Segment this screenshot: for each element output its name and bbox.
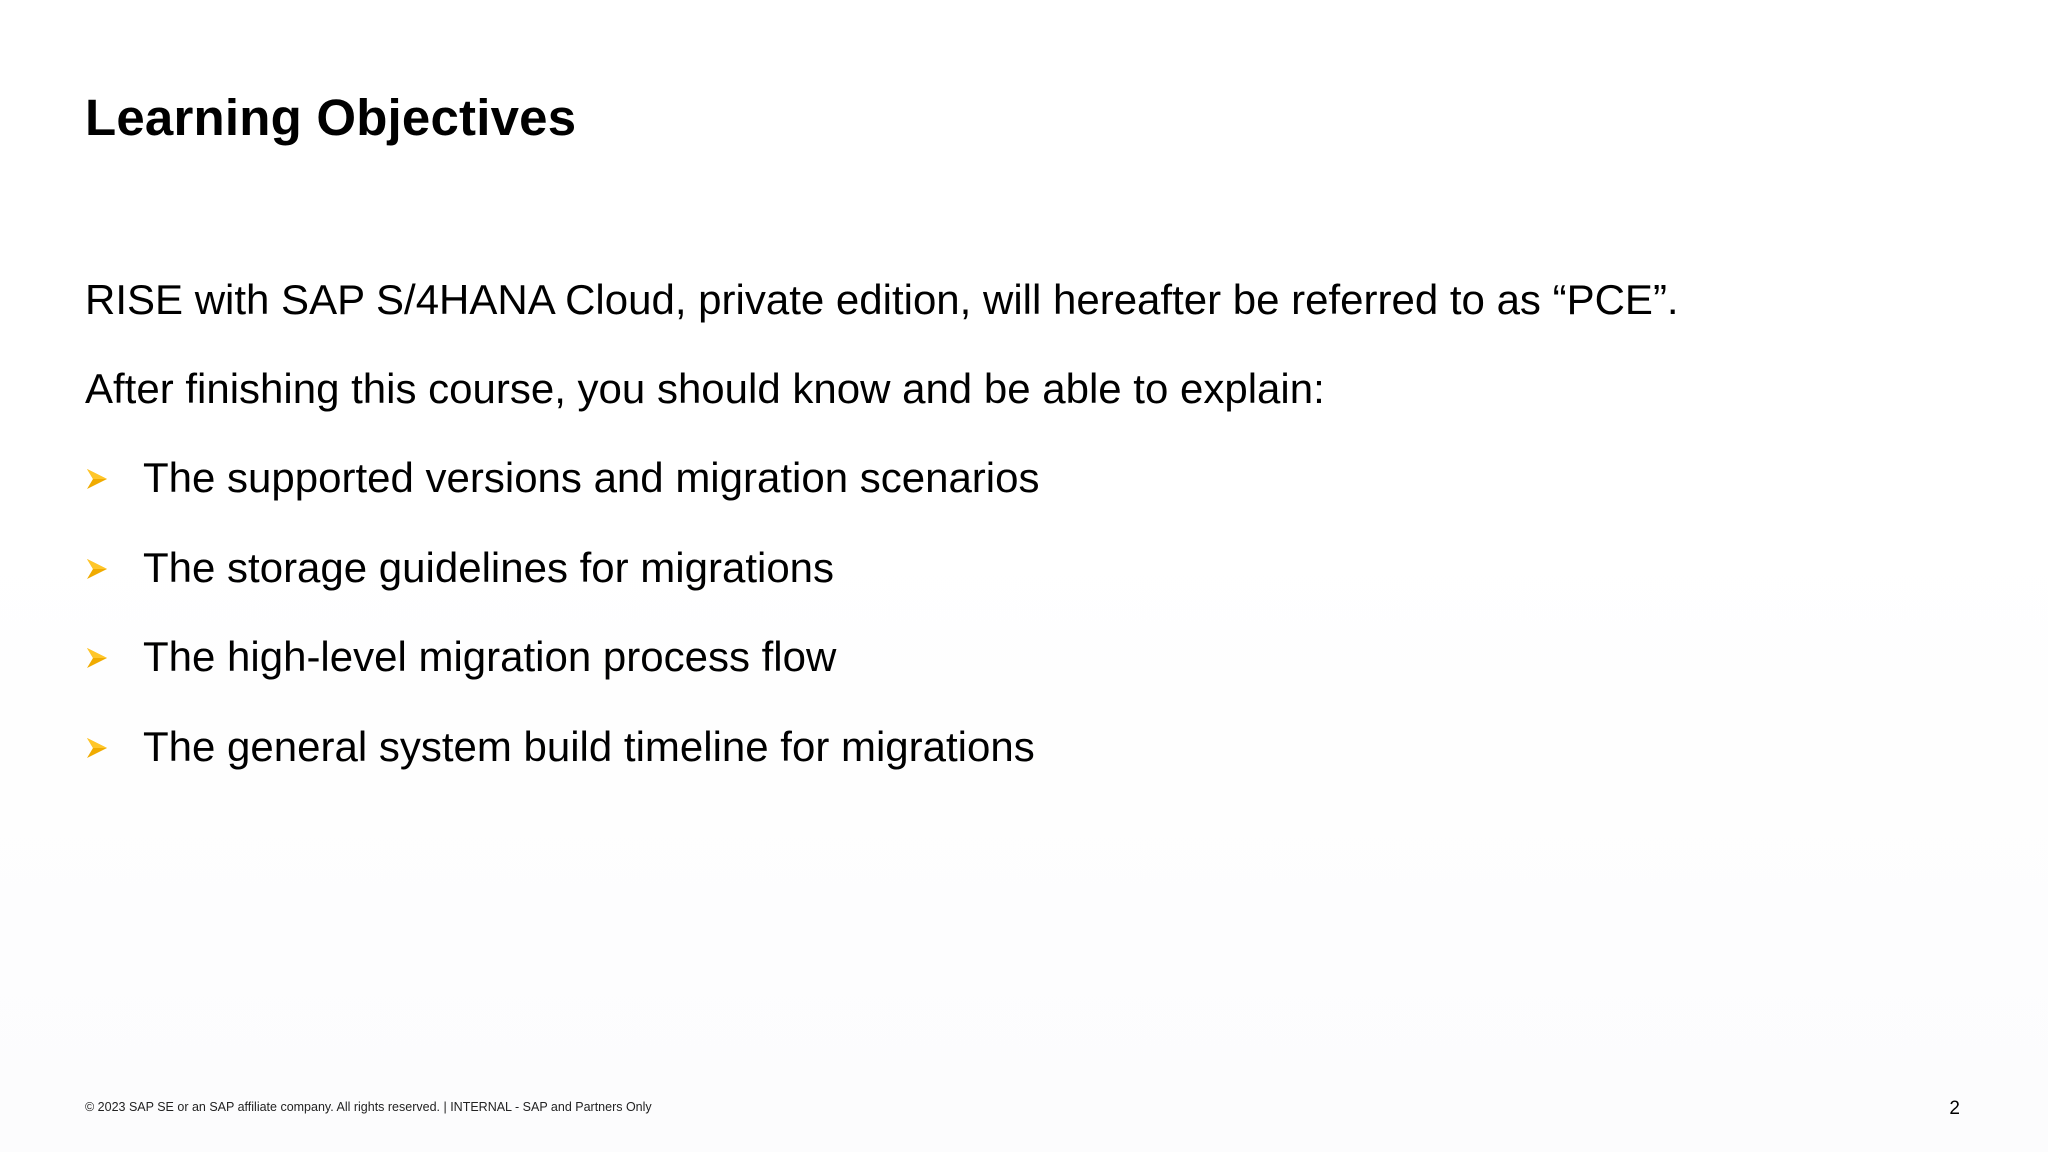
objective-text: The supported versions and migration scenarios (143, 454, 1040, 501)
arrow-bullet-icon (86, 558, 108, 580)
arrow-bullet-icon (86, 737, 108, 759)
lead-in-paragraph: After finishing this course, you should know and be able to explain: (85, 365, 1325, 412)
objective-item (85, 450, 1039, 506)
page-number: 2 (1949, 1098, 1960, 1119)
footer-copyright: © 2023 SAP SE or an SAP affiliate company. All rights reserved. | INTERNAL - SAP and Partners Only (85, 1100, 652, 1114)
objective-item (85, 629, 1039, 685)
objectives-list (85, 450, 1039, 808)
objective-item (85, 540, 1039, 596)
arrow-bullet-icon (86, 468, 108, 490)
objective-text: The general system build timeline for migrations (143, 722, 1035, 770)
arrow-bullet-icon (86, 647, 108, 669)
slide-title: Learning Objectives (85, 89, 577, 146)
intro-paragraph: RISE with SAP S/4HANA Cloud, private edition, will hereafter be referred to as “PCE”. (85, 276, 1679, 323)
objective-item (85, 719, 1039, 775)
objective-text: The storage guidelines for migrations (143, 543, 835, 591)
objective-text: The high-level migration process flow (143, 633, 837, 680)
